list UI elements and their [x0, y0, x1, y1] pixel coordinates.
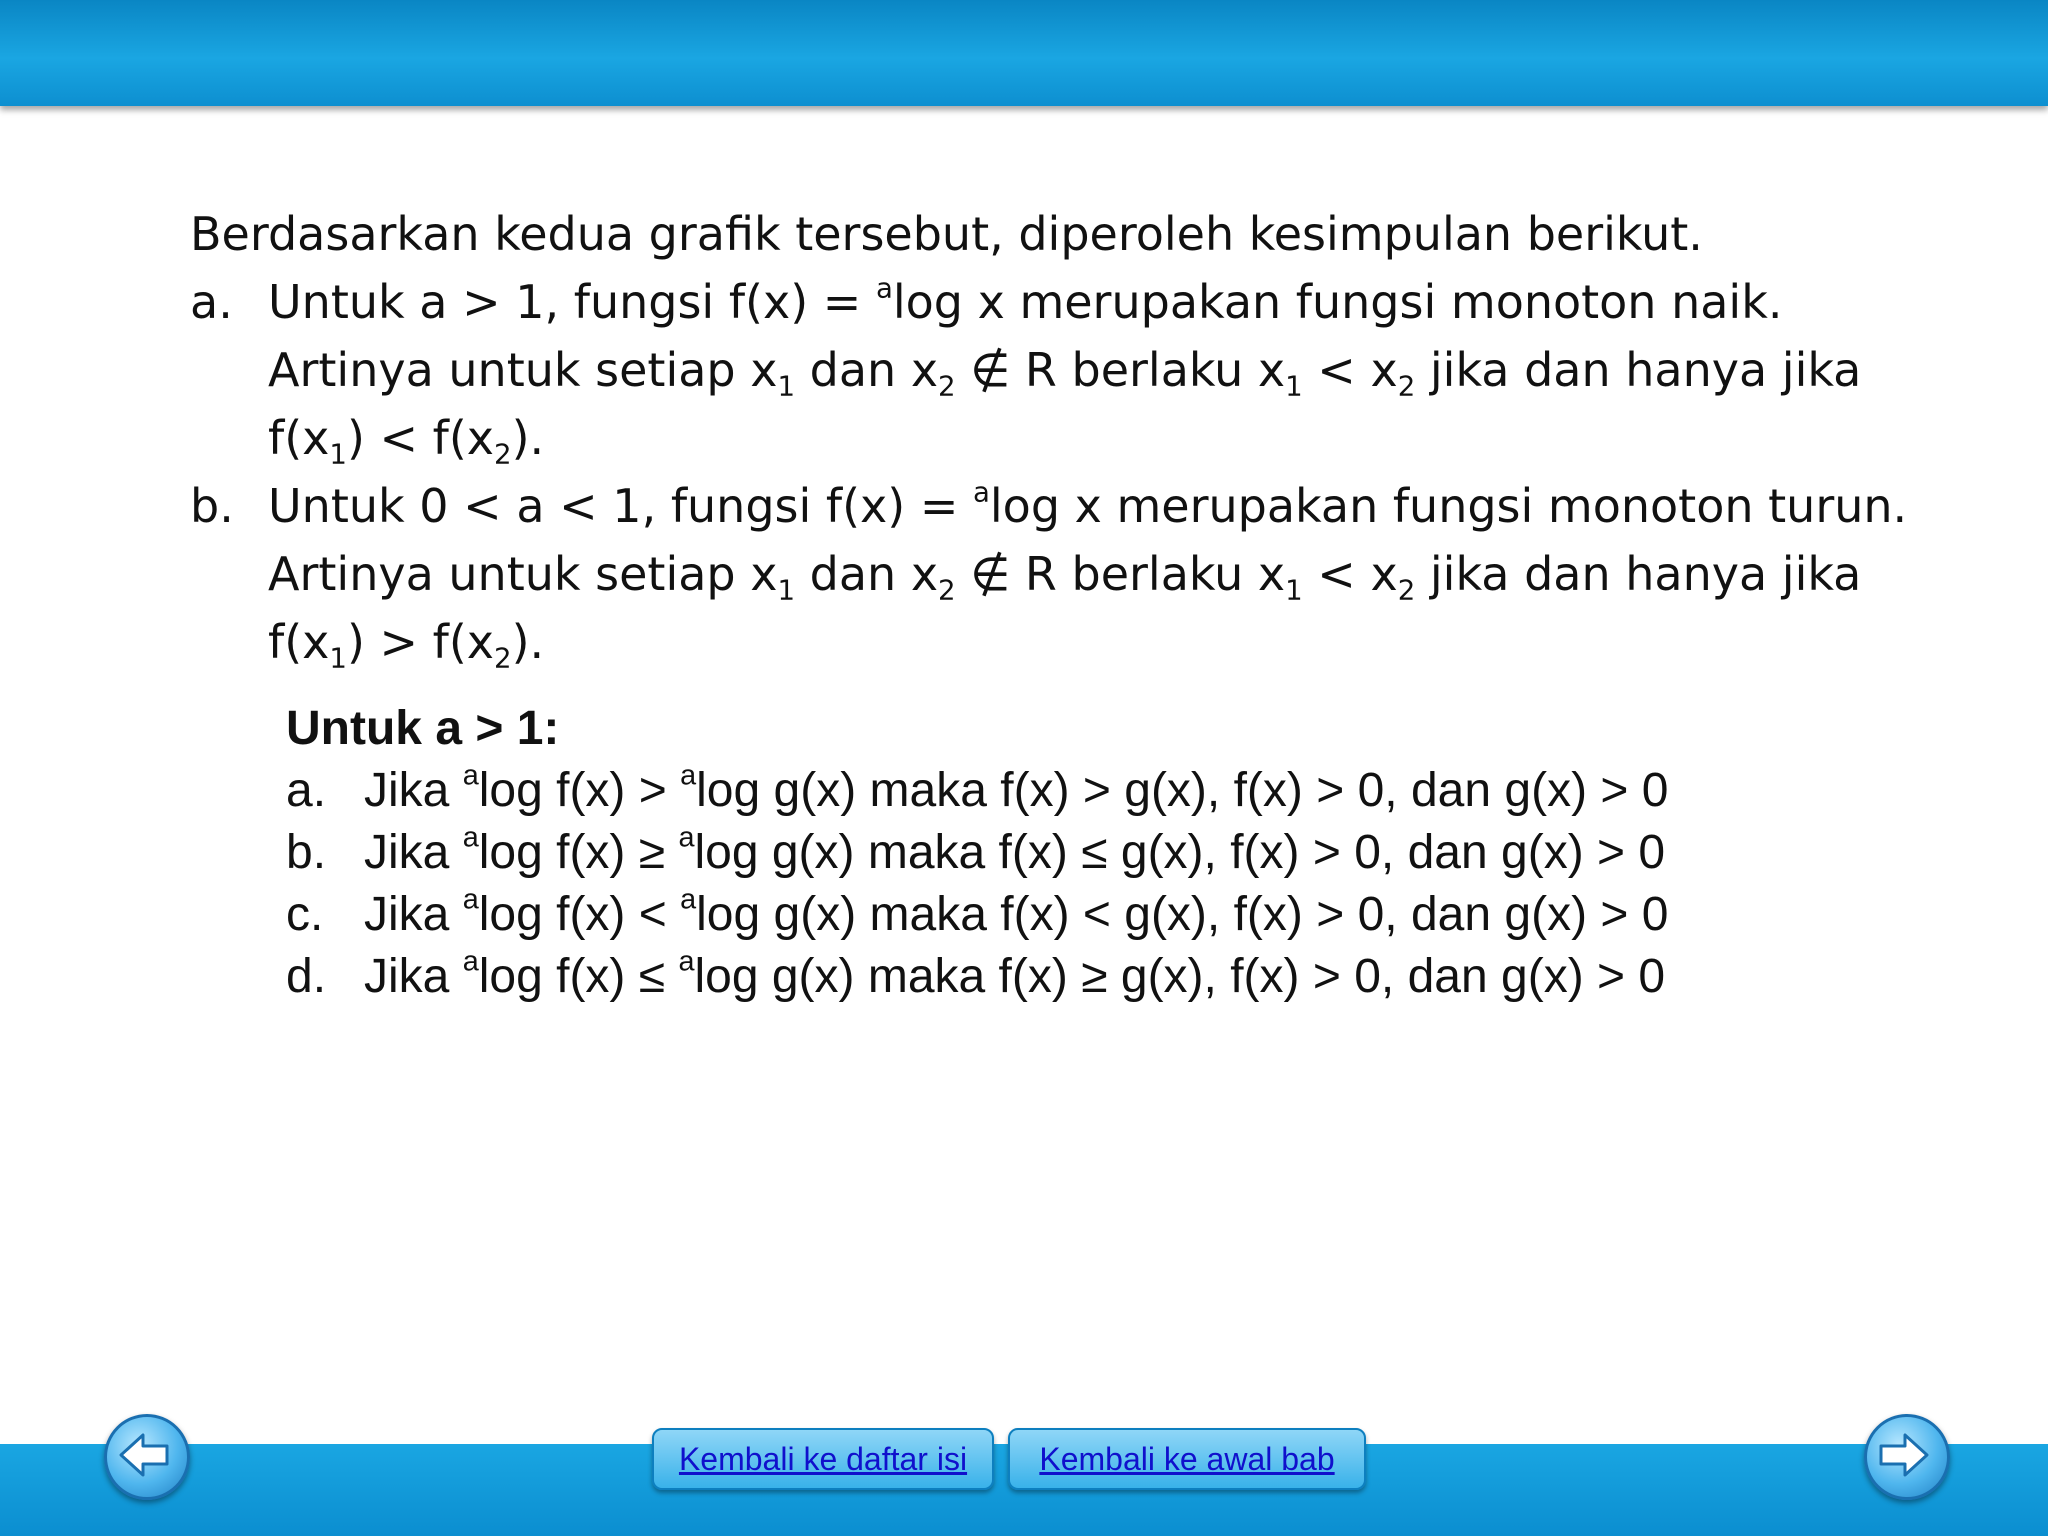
arrow-left-icon — [117, 1431, 171, 1479]
point-a-line3: $f(x_1) < f(x_2)$. — [268, 411, 545, 471]
back-to-chapter-start-button[interactable] — [1008, 1428, 1366, 1490]
rules-box — [286, 698, 1886, 1008]
prev-slide-button[interactable] — [104, 1414, 190, 1500]
point-b-line2: Artinya untuk setiap $x_1$ dan $x_2$ ∉ R berlaku $x_1 < x_2$ jika dan hanya jika — [268, 547, 1862, 607]
back-to-toc-link[interactable]: Kembali ke daftar isi — [678, 1440, 968, 1477]
point-b-line1: Untuk 0 < a < 1, fungsi f(x) = $^a$log x merupakan fungsi monoton turun. — [268, 475, 1908, 533]
intro-text: Berdasarkan kedua grafik tersebut, diperoleh kesimpulan berikut. — [190, 207, 1703, 261]
point-marker: a. — [190, 275, 233, 329]
next-slide-button[interactable] — [1864, 1414, 1950, 1500]
rule-item: a. Jika $^a$log f(x) > $^a$log g(x) maka f(x) > g(x), f(x) > 0, dan g(x) > 0 — [286, 759, 1669, 817]
rule-item: d. Jika $^a$log f(x) ≤ $^a$log g(x) maka f(x) ≥ g(x), f(x) > 0, dan g(x) > 0 — [286, 945, 1666, 1003]
point-a-line1: Untuk a > 1, fungsi f(x) = $^a$log x merupakan fungsi monoton naik. — [268, 271, 1783, 329]
point-marker: b. — [190, 479, 234, 533]
slide-content — [190, 200, 1910, 676]
rules-heading: Untuk a > 1: — [286, 702, 560, 755]
back-to-toc-button[interactable] — [652, 1428, 994, 1490]
header-bar — [0, 0, 2048, 106]
arrow-right-icon — [1877, 1431, 1931, 1479]
rule-item: b. Jika $^a$log f(x) ≥ $^a$log g(x) maka f(x) ≤ g(x), f(x) > 0, dan g(x) > 0 — [286, 821, 1666, 879]
rule-item: c. Jika $^a$log f(x) < $^a$log g(x) maka f(x) < g(x), f(x) > 0, dan g(x) > 0 — [286, 883, 1669, 941]
point-a-line2: Artinya untuk setiap $x_1$ dan $x_2$ ∉ R berlaku $x_1 < x_2$ jika dan hanya jika — [268, 343, 1862, 403]
point-b — [190, 472, 1910, 676]
point-a — [190, 268, 1910, 472]
back-to-chapter-start-link[interactable]: Kembali ke awal bab — [1039, 1440, 1335, 1477]
point-b-line3: $f(x_1) > f(x_2)$. — [268, 615, 545, 675]
